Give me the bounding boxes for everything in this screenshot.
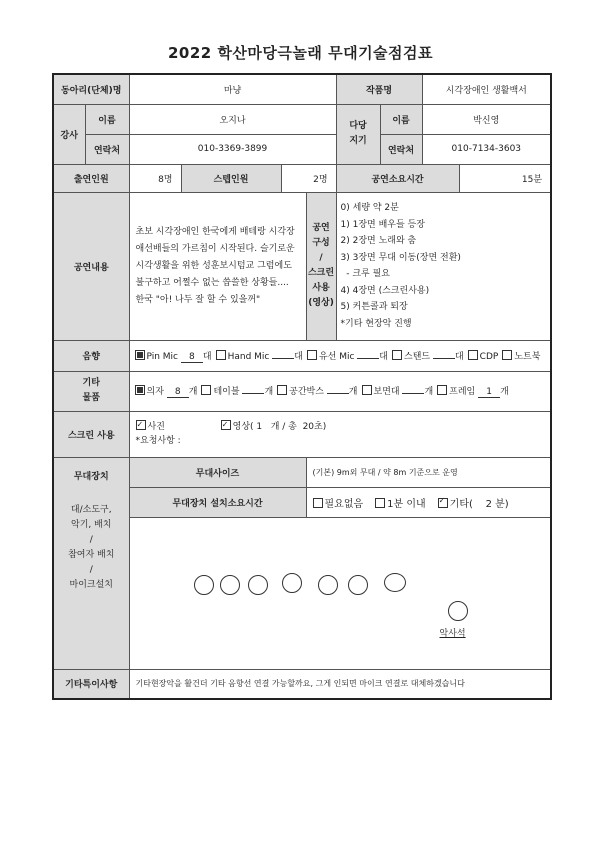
instructor-label: 강사 bbox=[53, 104, 85, 164]
instructor-contact-label: 연락처 bbox=[85, 134, 129, 164]
stage-sub-label: 대/소도구, 악기, 배치 / 참여자 배치 / 마이크설치 bbox=[68, 504, 115, 590]
manager-name-value: 박신영 bbox=[422, 104, 551, 134]
sound-option[interactable] bbox=[307, 352, 388, 362]
sound-option[interactable] bbox=[468, 352, 499, 362]
manager-contact-label: 연락처 bbox=[380, 134, 422, 164]
checkbox-icon bbox=[392, 350, 402, 360]
misc-unit: 개 bbox=[188, 387, 198, 397]
misc-option-label: 의자 bbox=[146, 387, 164, 397]
setup-option[interactable] bbox=[438, 499, 509, 510]
special-value: 기타현장악을 활건더 기타 음향선 연결 가능할까요, 그게 인되면 마이크 연결로 대체하겠습니다 bbox=[129, 669, 551, 699]
sound-option-label: 노트북 bbox=[514, 351, 541, 362]
checkbox-icon bbox=[221, 420, 231, 430]
manager-name-label: 이름 bbox=[380, 104, 422, 134]
sound-option-label: 스탠드 bbox=[404, 351, 431, 362]
checkbox-icon bbox=[375, 498, 385, 508]
inspection-form bbox=[52, 73, 552, 700]
performer-position bbox=[318, 575, 338, 595]
misc-option[interactable] bbox=[135, 387, 198, 397]
sound-qty[interactable] bbox=[272, 358, 294, 359]
sound-option-label: 유선 Mic bbox=[318, 351, 355, 362]
checkbox-icon bbox=[201, 385, 211, 395]
scene-item: 2) 2장면 노래와 춤 bbox=[340, 236, 417, 246]
checkbox-icon bbox=[307, 350, 317, 360]
performer-position bbox=[348, 575, 368, 595]
special-label: 기타특이사항 bbox=[53, 669, 129, 699]
sound-option-label: Hand Mic bbox=[227, 351, 270, 362]
performer-position bbox=[220, 575, 240, 595]
structure-label: 공연 구성 / 스크린 사용 (영상) bbox=[306, 192, 336, 340]
performer-position bbox=[282, 573, 302, 593]
setup-option-label: 1분 이내 bbox=[387, 498, 426, 510]
checkbox-icon bbox=[135, 385, 145, 395]
misc-qty[interactable]: 8 bbox=[167, 387, 189, 398]
synopsis-text: 초보 시각장애인 한국에게 배테랑 시각장애선배들의 가르침이 시작된다. 슬기로운 시각생활을 위한 성훈보시텀교 그럼에도 불구하고 어쩔수 없는 씁쓸한 상황들.... 한국 "아! 나두 잘 할 수 있을꺼" bbox=[129, 192, 306, 340]
misc-unit: 개 bbox=[264, 387, 274, 397]
stage-size-label: 무대사이즈 bbox=[129, 457, 306, 487]
content-label: 공연내용 bbox=[53, 192, 129, 340]
sound-qty[interactable]: 8 bbox=[181, 352, 203, 363]
manager-label: 다당 지기 bbox=[336, 104, 380, 164]
misc-qty[interactable] bbox=[242, 393, 264, 394]
sound-qty[interactable] bbox=[433, 358, 455, 359]
misc-option[interactable] bbox=[437, 387, 509, 397]
sound-qty[interactable] bbox=[357, 358, 379, 359]
setup-time-label: 무대장치 설치소요시간 bbox=[129, 487, 306, 517]
sound-items bbox=[129, 340, 551, 371]
scene-item: *기타 현장악 진행 bbox=[340, 318, 412, 329]
misc-option[interactable] bbox=[277, 387, 357, 397]
scene-item: 3) 3장면 무대 이동(장면 전환) bbox=[340, 252, 461, 263]
stage-size-value: (기본) 9m외 무대 / 약 8m 기준으로 운영 bbox=[306, 457, 551, 487]
setup-option-label: 필요없음 bbox=[324, 498, 364, 510]
sound-unit: 대 bbox=[379, 351, 388, 362]
checkbox-icon bbox=[468, 350, 478, 360]
runtime-label: 공연소요시간 bbox=[336, 164, 459, 192]
misc-option-label: 공간박스 bbox=[289, 387, 324, 397]
performer-position bbox=[248, 575, 268, 595]
checkbox-icon bbox=[313, 498, 323, 508]
sound-option-label: CDP bbox=[479, 351, 499, 362]
sound-unit: 대 bbox=[454, 351, 464, 362]
instructor-name-value: 오지나 bbox=[129, 104, 336, 134]
performer-position bbox=[384, 573, 406, 592]
photo-option[interactable]: ✓사진 bbox=[136, 422, 165, 432]
staff-label: 스텝인원 bbox=[181, 164, 281, 192]
club-name-value: 마냥 bbox=[129, 74, 336, 104]
sound-option[interactable] bbox=[392, 352, 464, 362]
scene-item: - 크루 필요 bbox=[340, 269, 390, 279]
checkbox-icon bbox=[502, 350, 512, 360]
sound-unit: 대 bbox=[294, 351, 303, 362]
work-title-value: 시각장애인 생활백서 bbox=[422, 74, 551, 104]
band-seat-label: 악사석 bbox=[439, 629, 466, 639]
stage-device-cell bbox=[53, 457, 129, 669]
sound-option[interactable] bbox=[216, 352, 303, 362]
club-name-label: 동아리(단체)명 bbox=[53, 74, 129, 104]
performer-position bbox=[194, 575, 214, 595]
checkbox-icon bbox=[277, 385, 287, 395]
stage-diagram bbox=[129, 517, 551, 669]
sound-option-label: Pin Mic bbox=[146, 351, 179, 362]
video-option[interactable]: ✓ 영상( 1 개 / 총 20초) bbox=[221, 422, 327, 432]
page-title: 2022 학산마당극놀래 무대기술점검표 bbox=[167, 44, 434, 62]
setup-options bbox=[306, 487, 551, 517]
misc-qty[interactable] bbox=[327, 393, 349, 394]
checkbox-icon bbox=[136, 420, 146, 430]
misc-qty[interactable]: 1 bbox=[478, 387, 500, 398]
sound-option[interactable] bbox=[135, 352, 212, 362]
misc-option-label: 프레임 bbox=[449, 387, 476, 397]
misc-items-label: 기타 물품 bbox=[53, 371, 129, 411]
checkbox-icon bbox=[362, 385, 372, 395]
setup-option[interactable] bbox=[375, 499, 426, 510]
misc-qty[interactable] bbox=[402, 393, 424, 394]
performers-value: 8명 bbox=[129, 164, 181, 192]
scene-item: 5) 커튼콜과 퇴장 bbox=[340, 302, 408, 312]
misc-option-label: 테이블 bbox=[213, 387, 240, 397]
sound-unit: 대 bbox=[202, 351, 212, 362]
misc-option-label: 보면대 bbox=[373, 387, 400, 397]
scene-item: 0) 세량 약 2분 bbox=[340, 203, 399, 213]
misc-unit: 개 bbox=[424, 387, 434, 397]
request-note: *요청사항 : bbox=[135, 436, 181, 446]
scene-item: 1) 1장면 배우들 등장 bbox=[340, 219, 425, 230]
setup-option-label: 기타( 2 분) bbox=[449, 498, 509, 510]
band-position bbox=[448, 601, 468, 621]
setup-option[interactable] bbox=[313, 499, 364, 510]
checkbox-icon bbox=[437, 385, 447, 395]
scene-list bbox=[336, 192, 551, 340]
misc-option[interactable] bbox=[201, 387, 273, 397]
sound-option[interactable] bbox=[502, 352, 540, 362]
performers-label: 출연인원 bbox=[53, 164, 129, 192]
staff-value: 2명 bbox=[281, 164, 336, 192]
misc-option[interactable] bbox=[362, 387, 434, 397]
instructor-phone-value: 010-3369-3899 bbox=[129, 134, 336, 164]
sound-label: 음향 bbox=[53, 340, 129, 371]
instructor-name-label: 이름 bbox=[85, 104, 129, 134]
scene-item: 4) 4장면 (스크린사용) bbox=[340, 285, 430, 296]
checkbox-icon bbox=[438, 498, 448, 508]
screen-label: 스크린 사용 bbox=[53, 411, 129, 457]
screen-options bbox=[129, 411, 551, 457]
misc-unit: 개 bbox=[500, 387, 509, 397]
checkbox-icon bbox=[135, 350, 145, 360]
misc-unit: 개 bbox=[348, 387, 358, 397]
stage-device-label: 무대장치 bbox=[73, 471, 109, 482]
work-title-label: 작품명 bbox=[336, 74, 422, 104]
runtime-value: 15분 bbox=[459, 164, 551, 192]
checkbox-icon bbox=[216, 350, 226, 360]
manager-phone-value: 010-7134-3603 bbox=[422, 134, 551, 164]
misc-items bbox=[129, 371, 551, 411]
